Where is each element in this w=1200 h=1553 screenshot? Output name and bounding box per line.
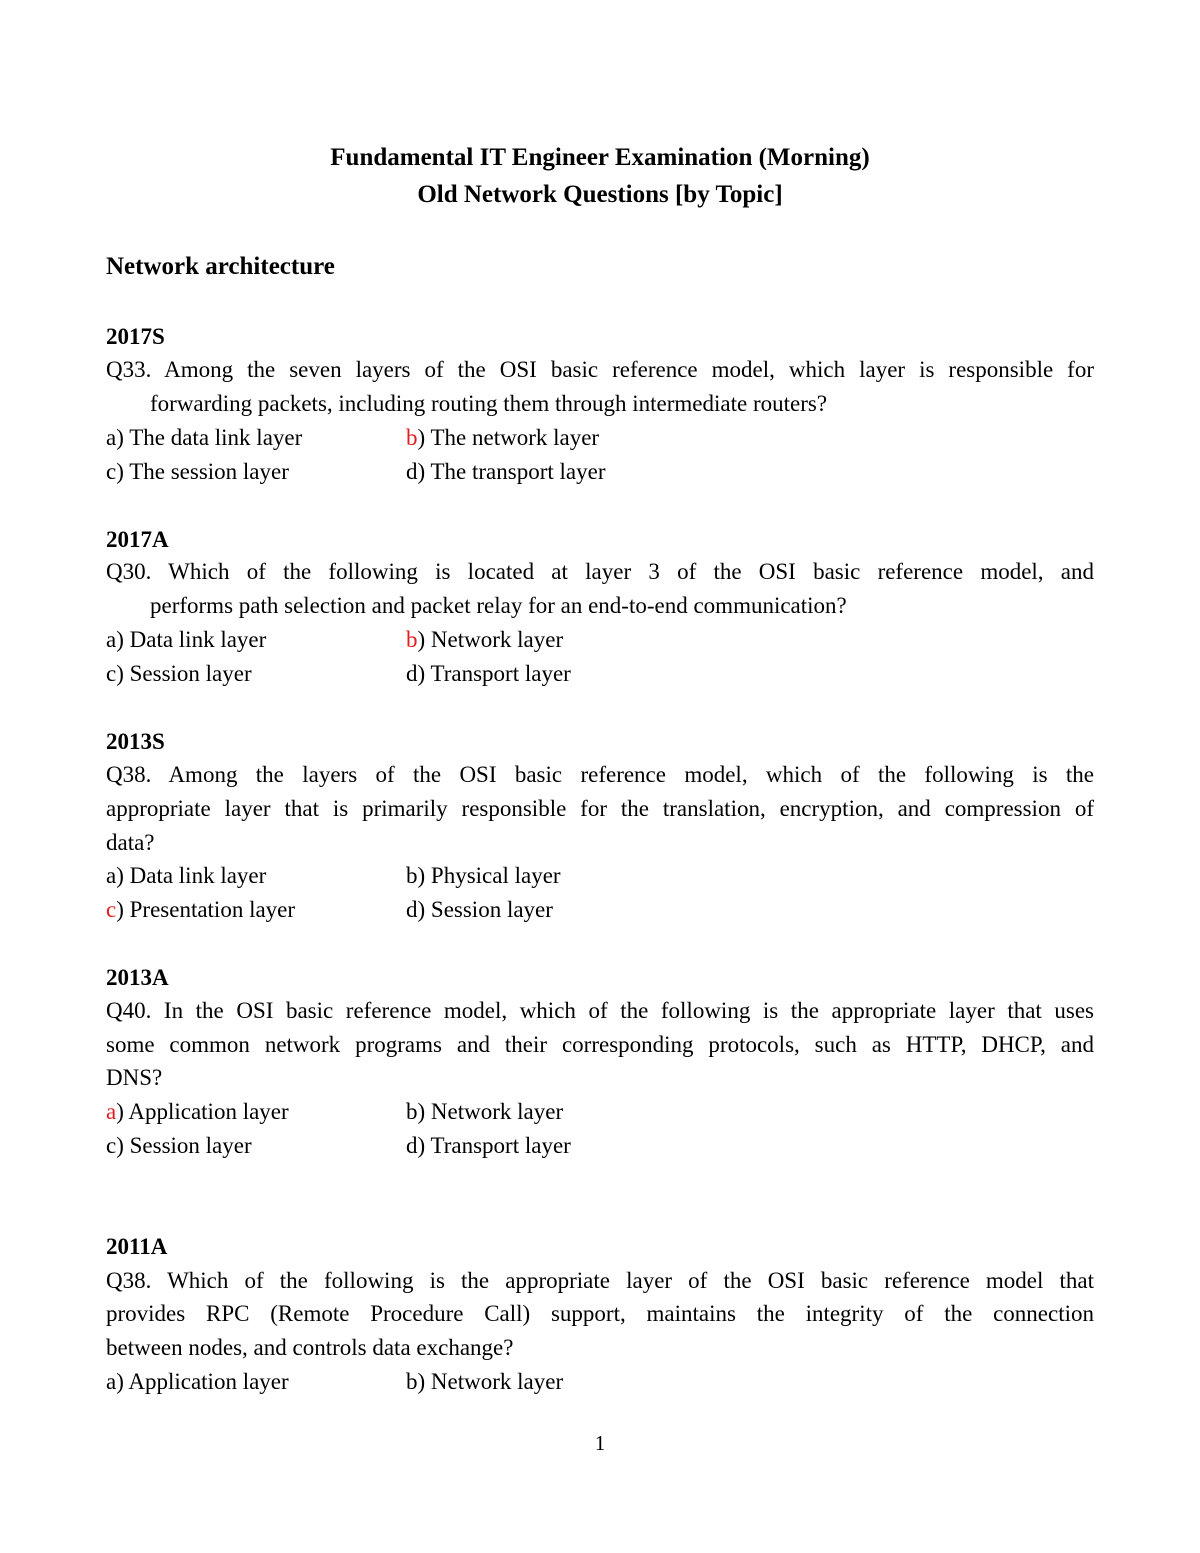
question-text-line: some common network programs and their corresponding protocols, such as HTTP, DHCP, and [106, 1032, 1094, 1057]
option-letter: b [406, 863, 418, 888]
option-letter: d [406, 897, 418, 922]
answer-option [406, 660, 571, 688]
option-text: ) Transport layer [417, 661, 571, 686]
question-year: 2011A [106, 1234, 168, 1259]
option-text: ) The data link layer [116, 425, 303, 450]
option-text: ) Physical layer [417, 863, 561, 888]
option-text: ) Presentation layer [116, 897, 296, 922]
question-text-line: appropriate layer that is primarily responsible for the translation, encryption, and compression of [106, 796, 1094, 821]
option-letter: d [406, 661, 418, 686]
option-text: ) Session layer [116, 1133, 252, 1158]
option-letter: d [406, 459, 418, 484]
option-letter-correct: c [106, 897, 117, 922]
question-text-line: data? [106, 830, 155, 855]
option-text: ) Network layer [417, 1369, 564, 1394]
answer-option [106, 896, 295, 924]
option-letter: b [406, 1099, 418, 1124]
option-text: ) Session layer [116, 661, 252, 686]
option-letter: a [106, 863, 117, 888]
question-year: 2017S [106, 324, 165, 349]
option-text: ) Network layer [417, 1099, 564, 1124]
question-text-line: forwarding packets, including routing them through intermediate routers? [150, 391, 828, 416]
option-text: ) The session layer [116, 459, 289, 484]
option-letter: c [106, 661, 117, 686]
answer-option [106, 862, 266, 890]
answer-option [106, 1098, 289, 1126]
answer-option [406, 1368, 563, 1396]
question-text-line: Q30. Which of the following is located at layer 3 of the OSI basic reference model, and [106, 559, 1094, 584]
question-text-line: provides RPC (Remote Procedure Call) support, maintains the integrity of the connection [106, 1301, 1094, 1326]
answer-option [106, 424, 302, 452]
question-year: 2017A [106, 527, 169, 552]
answer-option [406, 1098, 563, 1126]
answer-option [106, 1368, 289, 1396]
option-text: ) The network layer [417, 425, 600, 450]
answer-option [106, 660, 252, 688]
answer-option [406, 626, 563, 654]
question-text-line: DNS? [106, 1065, 163, 1090]
document-title: Fundamental IT Engineer Examination (Morning) [330, 144, 870, 171]
option-letter-correct: a [106, 1099, 117, 1124]
question-text-line: Q38. Which of the following is the appropriate layer of the OSI basic reference model that [106, 1268, 1094, 1293]
question-text-line: between nodes, and controls data exchange? [106, 1335, 514, 1360]
answer-option [106, 458, 289, 486]
option-text: ) The transport layer [417, 459, 606, 484]
option-text: ) Data link layer [116, 863, 267, 888]
answer-option [106, 626, 266, 654]
question-text-line: Q40. In the OSI basic reference model, which of the following is the appropriate layer that uses [106, 998, 1094, 1023]
option-letter: a [106, 425, 117, 450]
section-heading: Network architecture [106, 253, 335, 280]
option-letter-correct: b [406, 627, 418, 652]
option-text: ) Application layer [116, 1369, 289, 1394]
option-text: ) Network layer [417, 627, 564, 652]
question-year: 2013A [106, 965, 169, 990]
option-letter: c [106, 459, 117, 484]
question-text-line: performs path selection and packet relay for an end-to-end communication? [150, 593, 847, 618]
question-year: 2013S [106, 729, 165, 754]
option-letter: d [406, 1133, 418, 1158]
option-letter: c [106, 1133, 117, 1158]
option-letter: a [106, 627, 117, 652]
option-text: ) Data link layer [116, 627, 267, 652]
option-text: ) Transport layer [417, 1133, 571, 1158]
option-letter: a [106, 1369, 117, 1394]
answer-option [406, 896, 553, 924]
option-letter-correct: b [406, 425, 418, 450]
question-text-line: Q33. Among the seven layers of the OSI basic reference model, which layer is responsible for [106, 357, 1094, 382]
option-letter: b [406, 1369, 418, 1394]
answer-option [406, 1132, 571, 1160]
question-text-line: Q38. Among the layers of the OSI basic reference model, which of the following is the [106, 762, 1094, 787]
answer-option [106, 1132, 252, 1160]
document-subtitle: Old Network Questions [by Topic] [417, 181, 783, 208]
answer-option [406, 862, 561, 890]
answer-option [406, 458, 605, 486]
option-text: ) Session layer [417, 897, 553, 922]
page-number: 1 [594, 1431, 606, 1455]
answer-option [406, 424, 599, 452]
option-text: ) Application layer [116, 1099, 289, 1124]
